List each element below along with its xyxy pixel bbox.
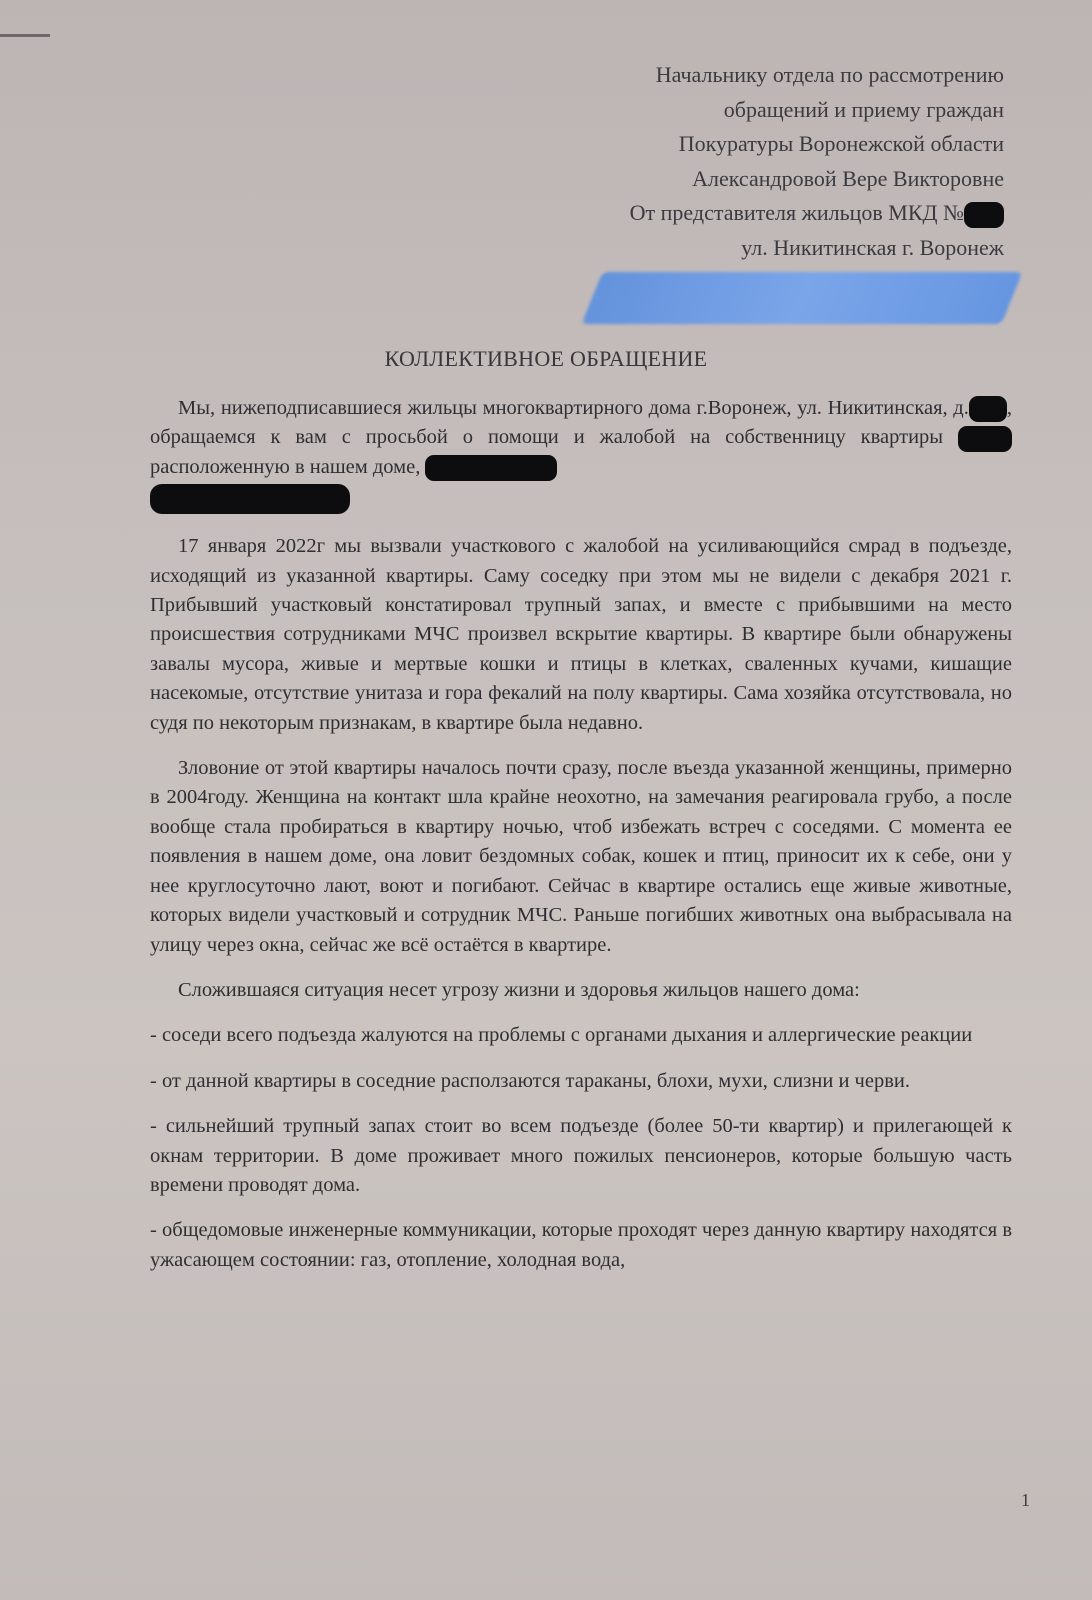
document-title: КОЛЛЕКТИВНОЕ ОБРАЩЕНИЕ — [384, 346, 708, 371]
addressee-block — [384, 58, 1004, 265]
intro-paragraph — [150, 394, 1012, 514]
addressee-line: Александровой Вере Викторовне — [692, 165, 1004, 191]
list-item: - соседи всего подъезда жалуются на проблемы с органами дыхания и аллергические реакции — [150, 1024, 973, 1047]
list-item: - общедомовые инженерные коммуникации, которые проходят через данную квартиру находятся в ужасающем состоянии: газ, отопление, холодная вода, — [150, 1219, 1012, 1271]
list-item: - от данной квартиры в соседние расползаются тараканы, блохи, мухи, слизни и черви. — [150, 1069, 910, 1092]
document-body — [150, 394, 1012, 1291]
redaction-house — [969, 396, 1007, 422]
page-number: 1 — [1021, 1490, 1030, 1510]
paragraph: Зловоние от этой квартиры началось почти сразу, после въезда указанной женщины, примерно в 2004году. Женщина на контакт шла крайне неохотно, на замечания реагировала грубо, а после вообще стала пробираться в квартиру ночью, чтоб избежать встреч с соседями. С момента ее появления в нашем доме, она ловит бездомных собак, кошек и птиц, приносит их к себе, они у нее круглосуточно лают, воют и погибают. Сейчас в квартире остались еще живые животные, которых видели участковый и сотрудник МЧС. Раньше погибших животных она выбрасывала на улицу через окна, сейчас же всё остаётся в квартире. — [150, 757, 1012, 956]
addressee-line: обращений и приему граждан — [723, 96, 1004, 122]
addressee-line: Начальнику отдела по рассмотрению — [655, 62, 1004, 87]
intro-text-1: Мы, нижеподписавшиеся жильцы многоквартирного дома г.Воронеж, ул. Никитинская, д. — [178, 397, 969, 419]
paragraph: 17 января 2022г мы вызвали участкового с жалобой на усиливающийся смрад в подъезде, исходящий из указанной квартиры. Саму соседку при этом мы не видели с декабря 2021 г. Прибывший участковый констатировал трупный запах, и вместе с прибывшими на место происшествия сотрудниками МЧС произвел вскрытие квартиры. В квартире были обнаружены завалы мусора, живые и мертвые кошки и птицы в клетках, сваленных кучами, кишащие насекомые, отсутствие унитаза и гора фекалий на полу квартиры. Сама хозяйка отсутствовала, но судя по некоторым признакам, в квартире была недавно. — [150, 535, 1012, 734]
redaction-blur-band — [581, 272, 1022, 324]
redaction-name-continued — [150, 484, 350, 514]
addressee-line: Покуратуры Воронежской области — [678, 131, 1004, 156]
addressee-line-sender — [384, 196, 1004, 231]
addressee-line: ул. Никитинская г. Воронеж — [741, 234, 1004, 260]
intro-text-2: , обращаемся к вам с просьбой о помощи и жалобой на собственницу квартиры — [150, 397, 1012, 449]
redaction-house-number — [964, 202, 1004, 228]
corner-mark — [0, 34, 50, 37]
redaction-apartment — [958, 426, 1012, 452]
paragraph: Сложившаяся ситуация несет угрозу жизни и здоровья жильцов нашего дома: — [178, 978, 860, 1001]
intro-text-3: расположенную в нашем доме, — [150, 455, 421, 478]
addressee-sender-text: От представителя жильцов МКД № — [629, 200, 964, 225]
list-item: - сильнейший трупный запах стоит во всем подъезде (более 50-ти квартир) и прилегающей к окнам территории. В доме проживает много пожилых пенсионеров, которые большую часть времени проводят дома. — [150, 1115, 1012, 1196]
redaction-name — [425, 455, 557, 481]
